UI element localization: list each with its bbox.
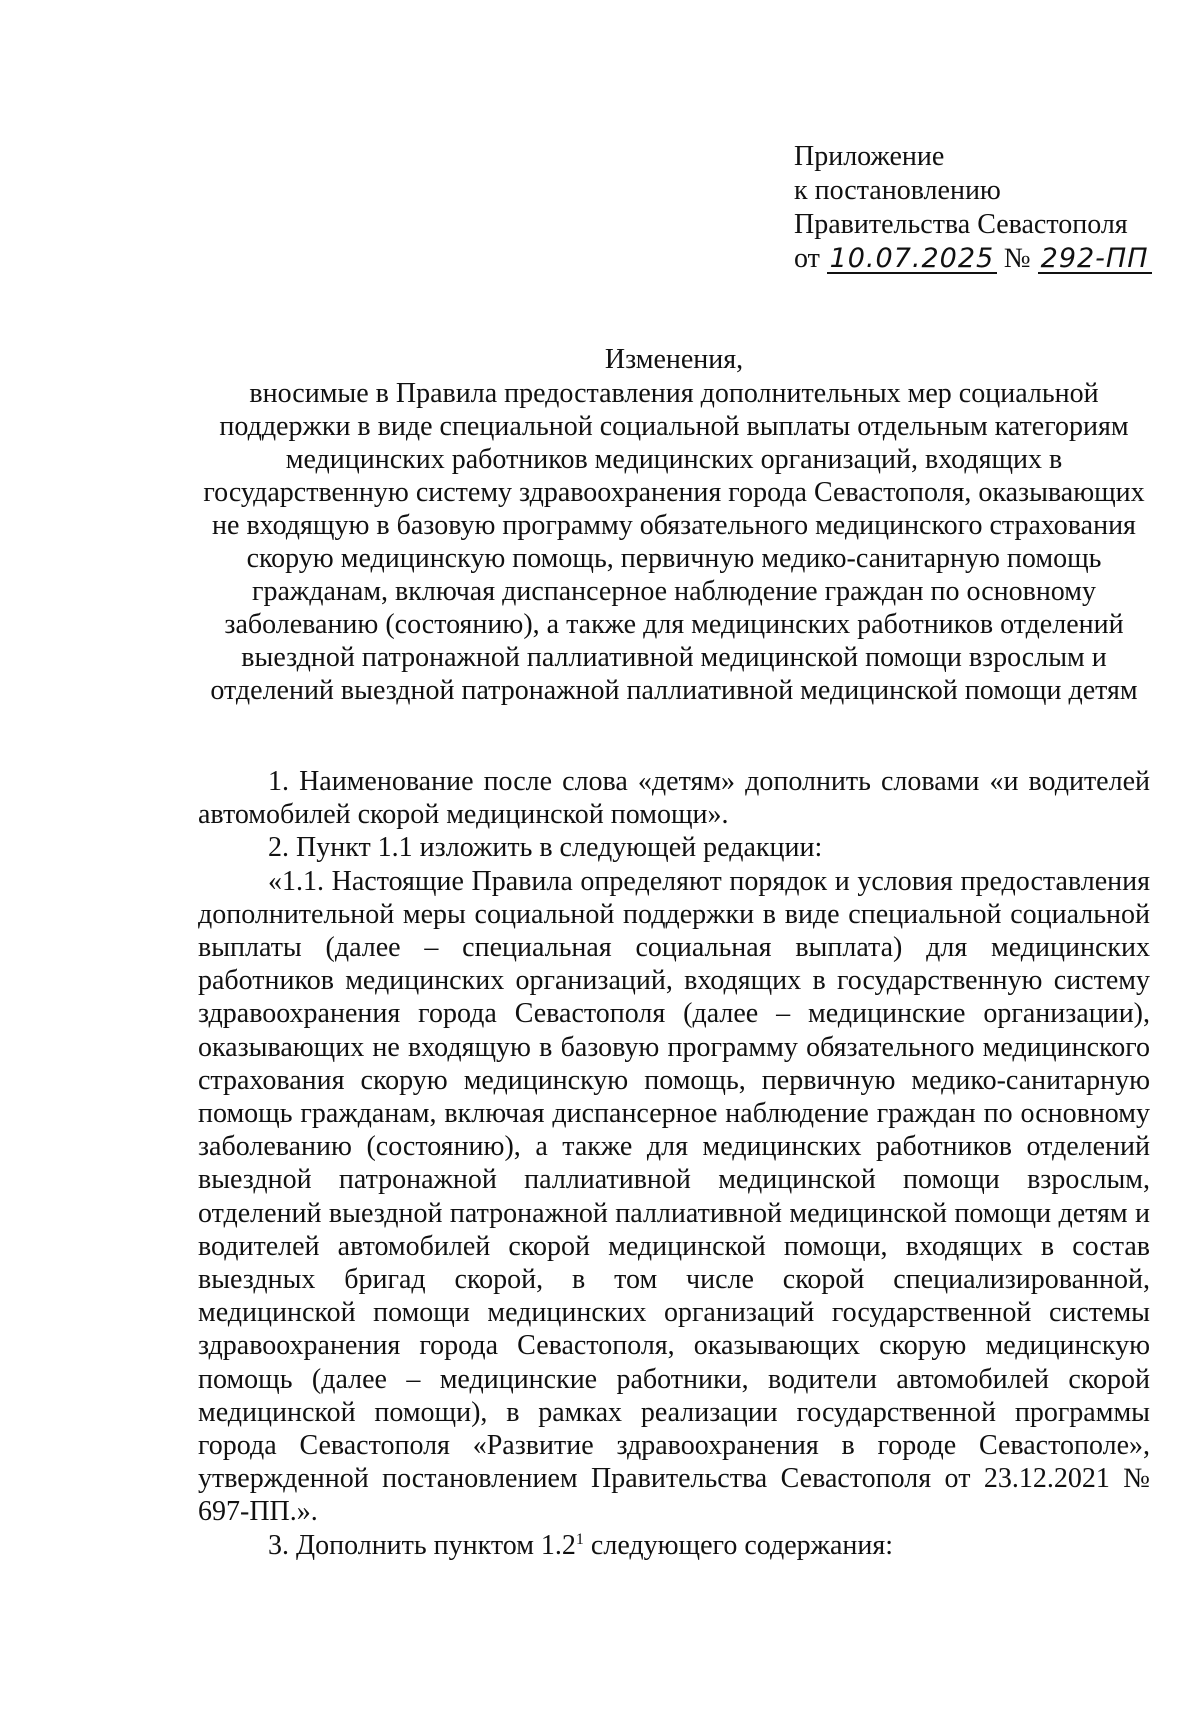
handwritten-date: 10.07.2025 bbox=[827, 246, 997, 274]
handwritten-number: 292-ПП bbox=[1038, 246, 1152, 274]
approval-line-government: Правительства Севастополя bbox=[794, 209, 1128, 240]
paragraph-1: 1. Наименование после слова «детям» дополнить словами «и водителей автомобилей скорой медицинской помощи». bbox=[198, 766, 1150, 831]
approval-line-appendix: Приложение bbox=[794, 141, 945, 172]
from-label: от bbox=[794, 243, 820, 274]
paragraph-4 bbox=[198, 1529, 1150, 1562]
document-heading bbox=[198, 343, 1150, 707]
superscript-1: 1 bbox=[575, 1530, 584, 1548]
document-body bbox=[198, 765, 1150, 1562]
number-label: № bbox=[1003, 243, 1031, 274]
paragraph-2: 2. Пункт 1.1 изложить в следующей редакции: bbox=[268, 832, 823, 864]
paragraph-3-quote: «1.1. Настоящие Правила определяют порядок и условия предоставления дополнительной меры социальной поддержки в виде специальной социальной выплаты (далее – специальная социальная выплата) для медицинских работников медицинских организаций, входящих в государственную систему здравоохранения города Севастополя (далее – медицинские организации), оказывающих не входящую в базовую программу обязательного медицинского страхования скорую медицинскую помощь, первичную медико-санитарную помощь гражданам, включая диспансерное наблюдение граждан по основному заболеванию (состоянию), а также для медицинских работников отделений выездной патронажной паллиативной медицинской помощи взрослым, отделений выездной патронажной паллиативной медицинской помощи детям и водителей автомобилей скорой медицинской помощи, входящих в состав выездных бригад скорой, в том числе скорой специализированной, медицинской помощи медицинских организаций государственной системы здравоохранения города Севастополя, оказывающих скорую медицинскую помощь (далее – медицинские работники, водители автомобилей скорой медицинской помощи), в рамках реализации государственной программы города Севастополя «Развитие здравоохранения в городе Севастополе», утвержденной постановлением Правительства Севастополя от 23.12.2021 № 697-ПП.». bbox=[198, 865, 1150, 1528]
paragraph-4-end: следующего содержания: bbox=[583, 1529, 894, 1561]
approval-date-number-line bbox=[794, 242, 1152, 276]
approval-line-resolution: к постановлению bbox=[794, 175, 1001, 206]
heading-subtitle: вносимые в Правила предоставления дополнительных мер социальной поддержки в виде специальной социальной выплаты отдельным категориям медицинских работников медицинских организаций, входящих в государственную систему здравоохранения города Севастополя, оказывающих не входящую в базовую программу обязательного медицинского страхования скорую медицинскую помощь, первичную медико-санитарную помощь гражданам, включая диспансерное наблюдение граждан по основному заболеванию (состоянию), а также для медицинских работников отделений выездной патронажной паллиативной медицинской помощи взрослым и отделений выездной патронажной паллиативной медицинской помощи детям bbox=[203, 378, 1145, 706]
heading-title: Изменения, bbox=[604, 344, 744, 375]
paragraph-4-start: 3. Дополнить пунктом 1.2 bbox=[268, 1529, 576, 1561]
approval-block bbox=[794, 140, 1152, 276]
